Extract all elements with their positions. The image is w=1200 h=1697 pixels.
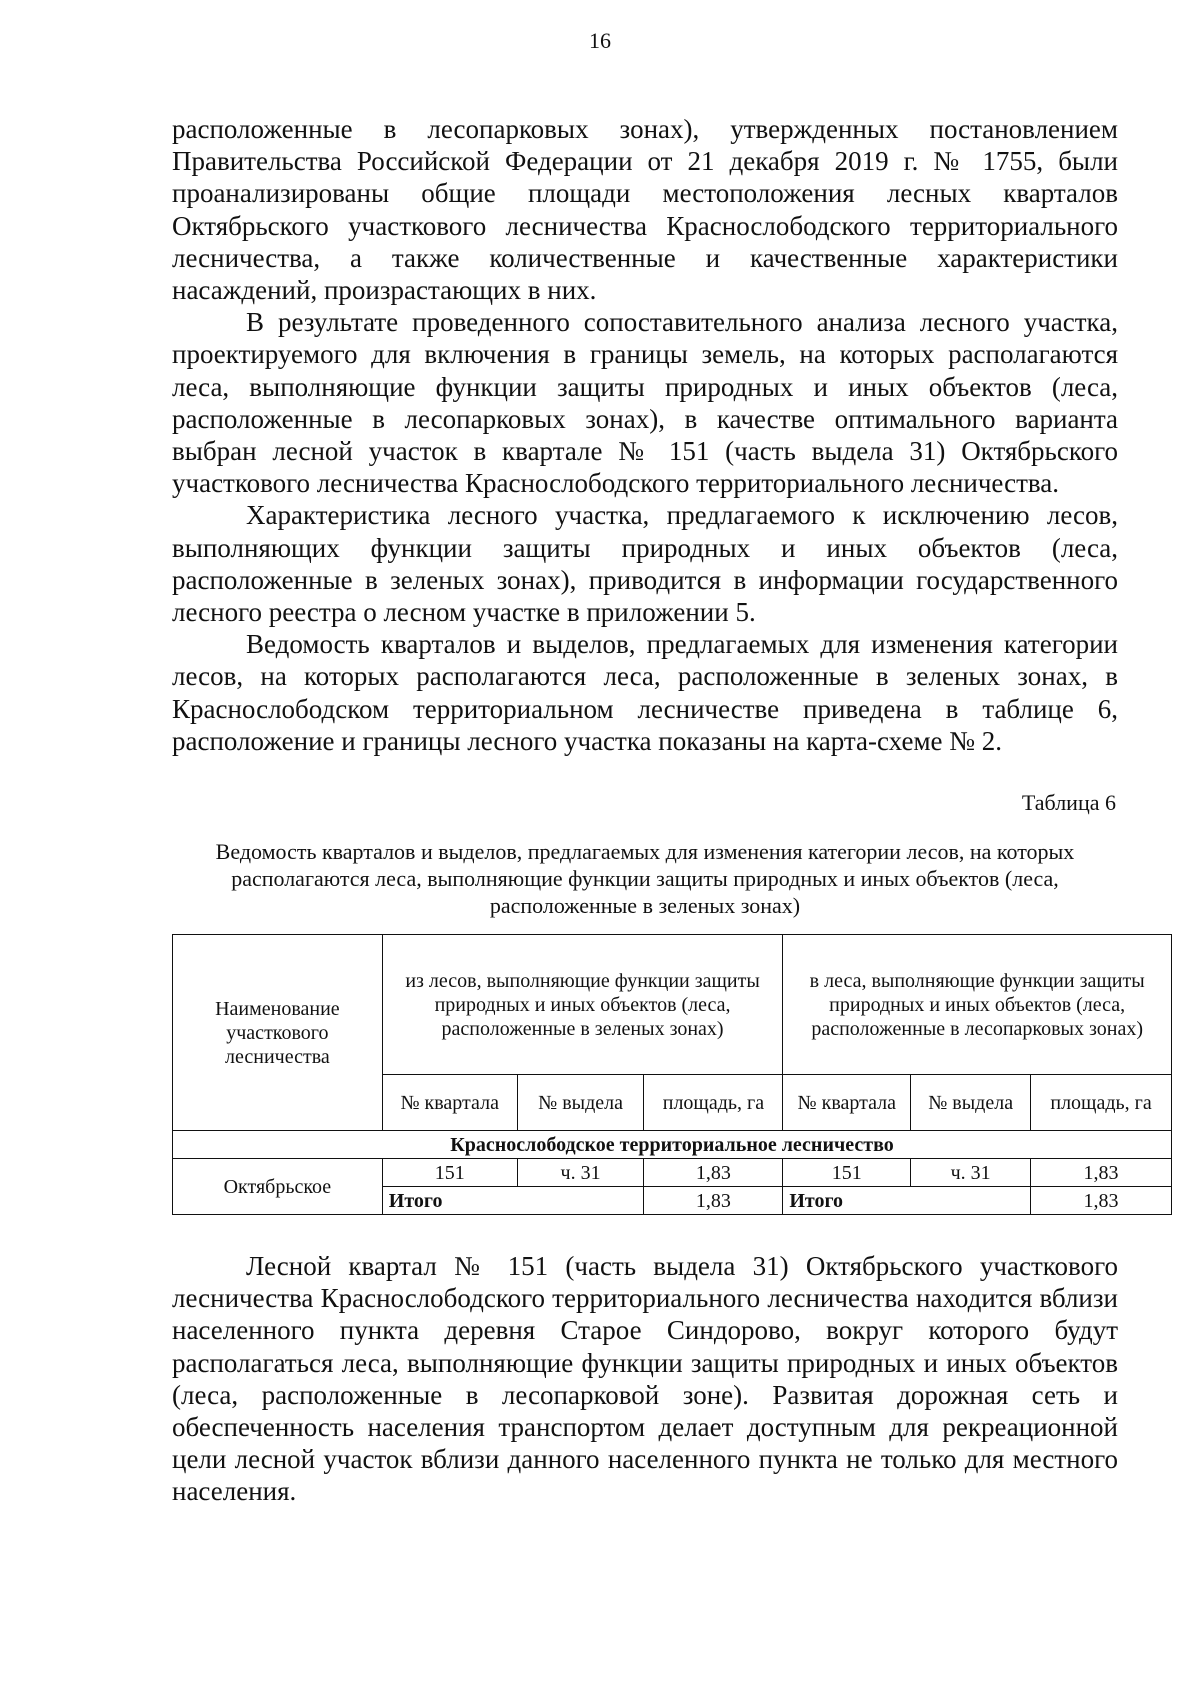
header-to-quarter: № квартала bbox=[783, 1075, 911, 1131]
header-from-area: площадь, га bbox=[644, 1075, 783, 1131]
table-caption-label: Таблица 6 bbox=[1021, 790, 1116, 815]
paragraph-table-reference: Ведомость кварталов и выделов, предлагаемых для изменения категории лесов, на которых располагаются леса, расположенные в зеленых зонах, в Краснослободском территориальном лесничестве приведена в таблице 6, расположение и границы лесного участка показаны на карта-схеме № 2. bbox=[172, 629, 1118, 756]
header-group-from: из лесов, выполняющие функции защиты природных и иных объектов (леса, расположенные в зеленых зонах) bbox=[382, 935, 783, 1075]
paragraph-characteristics: Характеристика лесного участка, предлагаемого к исключению лесов, выполняющих функции защиты природных и иных объектов (леса, расположенные в зеленых зонах), приводится в информации государственного лесного реестра о лесном участке в приложении 5. bbox=[172, 500, 1118, 628]
paragraph-analysis-result: В результате проведенного сопоставительного анализа лесного участка, проектируемого для включения в границы земель, на которых располагаются леса, выполняющие функции защиты природных и иных объектов (леса, расположенные в лесопарковых зонах), в качестве оптимального варианта выбран лесной участок в квартале № 151 (часть выдела 31) Октябрьского участкового лесничества Краснослободского территориального лесничества. bbox=[172, 307, 1118, 499]
total-label-from: Итого bbox=[382, 1187, 644, 1215]
total-area-from: 1,83 bbox=[644, 1187, 783, 1215]
from-quarter-cell: 151 bbox=[382, 1159, 517, 1187]
header-group-to: в леса, выполняющие функции защиты природных и иных объектов (леса, расположенные в лесопарковых зонах) bbox=[783, 935, 1172, 1075]
header-from-quarter: № квартала bbox=[382, 1075, 517, 1131]
header-from-allotment: № выдела bbox=[517, 1075, 644, 1131]
header-to-area: площадь, га bbox=[1031, 1075, 1172, 1131]
total-area-to: 1,83 bbox=[1031, 1187, 1172, 1215]
to-area-cell: 1,83 bbox=[1031, 1159, 1172, 1187]
table-section-row bbox=[173, 1131, 1172, 1159]
section-title: Краснослободское территориальное лесничество bbox=[173, 1131, 1172, 1159]
from-area-cell: 1,83 bbox=[644, 1159, 783, 1187]
header-to-allotment: № выдела bbox=[911, 1075, 1031, 1131]
main-text bbox=[172, 113, 1118, 757]
paragraph-closing: Лесной квартал № 151 (часть выдела 31) Октябрьского участкового лесничества Краснослободского территориального лесничества находится вблизи населенного пункта деревня Старое Синдорово, вокруг которого будут располагаться леса, выполняющие функции защиты природных и иных объектов (леса, расположенные в лесопарковой зоне). Развитая дорожная сеть и обеспеченность населения транспортом делает доступным для рекреационной цели лесной участок вблизи данного населенного пункта не только для местного населения. bbox=[172, 1251, 1118, 1507]
total-label-to: Итого bbox=[783, 1187, 1031, 1215]
bottom-text bbox=[172, 1250, 1118, 1508]
forest-quarters-table bbox=[172, 934, 1172, 1215]
from-allotment-cell: ч. 31 bbox=[517, 1159, 644, 1187]
to-allotment-cell: ч. 31 bbox=[911, 1159, 1031, 1187]
paragraph-continuation: расположенные в лесопарковых зонах), утвержденных постановлением Правительства Российской Федерации от 21 декабря 2019 г. № 1755, были проанализированы общие площади местоположения лесных кварталов Октябрьского участкового лесничества Краснослободского территориального лесничества, а также количественные и качественные характеристики насаждений, произрастающих в них. bbox=[172, 114, 1118, 306]
page-number: 16 bbox=[589, 28, 611, 53]
table-header-row bbox=[173, 935, 1172, 1075]
table-title: Ведомость кварталов и выделов, предлагаемых для изменения категории лесов, на которых располагаются леса, выполняющие функции защиты природных и иных объектов (леса, расположенные в зеленых зонах) bbox=[215, 839, 1075, 918]
header-forestry-name: Наименование участкового лесничества bbox=[173, 935, 383, 1131]
table-row bbox=[173, 1159, 1172, 1187]
to-quarter-cell: 151 bbox=[783, 1159, 911, 1187]
forestry-name-cell: Октябрьское bbox=[173, 1159, 383, 1215]
